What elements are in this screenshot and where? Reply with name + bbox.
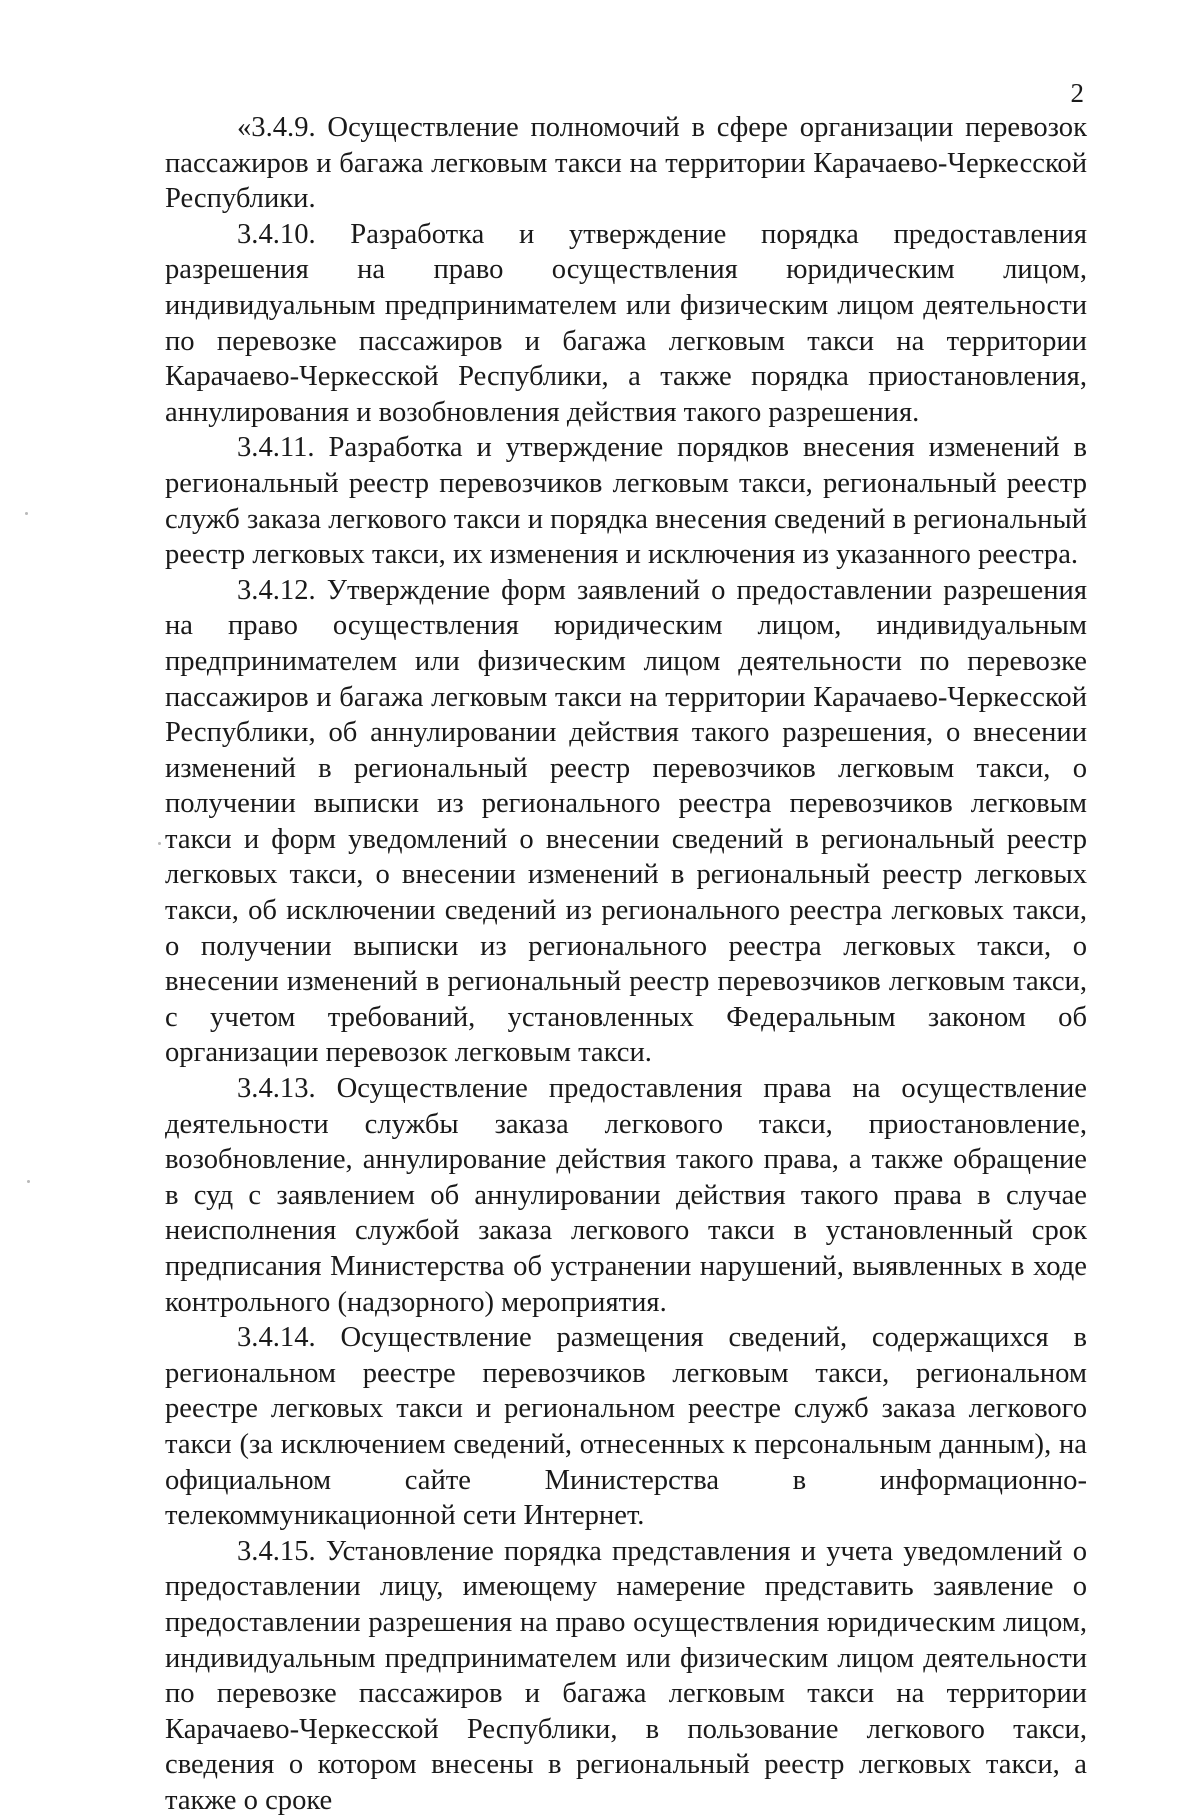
scan-speck: [25, 512, 28, 515]
paragraph-3-4-9: «3.4.9. Осуществление полномочий в сфере организации перевозок пассажиров и багажа легковым такси на территории Карачаево-Черкесской Республики.: [165, 112, 1087, 215]
document-body: [165, 110, 1087, 1819]
paragraph-3-4-12: 3.4.12. Утверждение форм заявлений о предоставлении разрешения на право осуществления юридическим лицом, индивидуальным предпринимателем или физическим лицом деятельности по перевозке пассажиров и багажа легковым такси на территории Карачаево-Черкесской Республики, об аннулировании действия такого разрешения, о внесении изменений в региональный реестр перевозчиков легковым такси, о получении выписки из регионального реестра перевозчиков легковым такси и форм уведомлений о внесении сведений в региональный реестр легковых такси, о внесении изменений в региональный реестр легковых такси, об исключении сведений из регионального реестра легковых такси, о получении выписки из регионального реестра легковых такси, о внесении изменений в региональный реестр перевозчиков легковым такси, с учетом требований, установленных Федеральным законом об организации перевозок легковым такси.: [165, 574, 1087, 1069]
paragraph-3-4-15: 3.4.15. Установление порядка представления и учета уведомлений о предоставлении лицу, имеющему намерение представить заявление о предоставлении разрешения на право осуществления юридическим лицом, индивидуальным предпринимателем или физическим лицом деятельности по перевозке пассажиров и багажа легковым такси на территории Карачаево-Черкесской Республики, в пользование легкового такси, сведения о котором внесены в региональный реестр легковых такси, а также о сроке: [165, 1535, 1087, 1816]
page-number: 2: [1070, 78, 1084, 108]
scan-speck: [158, 842, 161, 845]
paragraph-3-4-11: 3.4.11. Разработка и утверждение порядков внесения изменений в региональный реестр перевозчиков легковым такси, региональный реестр служб заказа легкового такси и порядка внесения сведений в региональный реестр легковых такси, их изменения и исключения из указанного реестра.: [165, 432, 1087, 571]
paragraph-3-4-13: 3.4.13. Осуществление предоставления права на осуществление деятельности службы заказа легкового такси, приостановление, возобновление, аннулирование действия такого права, а также обращение в суд с заявлением об аннулировании действия такого права в случае неисполнения службой заказа легкового такси в установленный срок предписания Министерства об устранении нарушений, выявленных в ходе контрольного (надзорного) мероприятия.: [165, 1073, 1087, 1318]
paragraph-3-4-14: 3.4.14. Осуществление размещения сведений, содержащихся в региональном реестре перевозчиков легковым такси, региональном реестре легковых такси и региональном реестре служб заказа легкового такси (за исключением сведений, отнесенных к персональным данным), на официальном сайте Министерства в информационно-телекоммуникационной сети Интернет.: [165, 1322, 1087, 1532]
paragraph-3-4-10: 3.4.10. Разработка и утверждение порядка предоставления разрешения на право осуществления юридическим лицом, индивидуальным предпринимателем или физическим лицом деятельности по перевозке пассажиров и багажа легковым такси на территории Карачаево-Черкесской Республики, а также порядка приостановления, аннулирования и возобновления действия такого разрешения.: [165, 218, 1087, 428]
scan-speck: [27, 1180, 30, 1183]
